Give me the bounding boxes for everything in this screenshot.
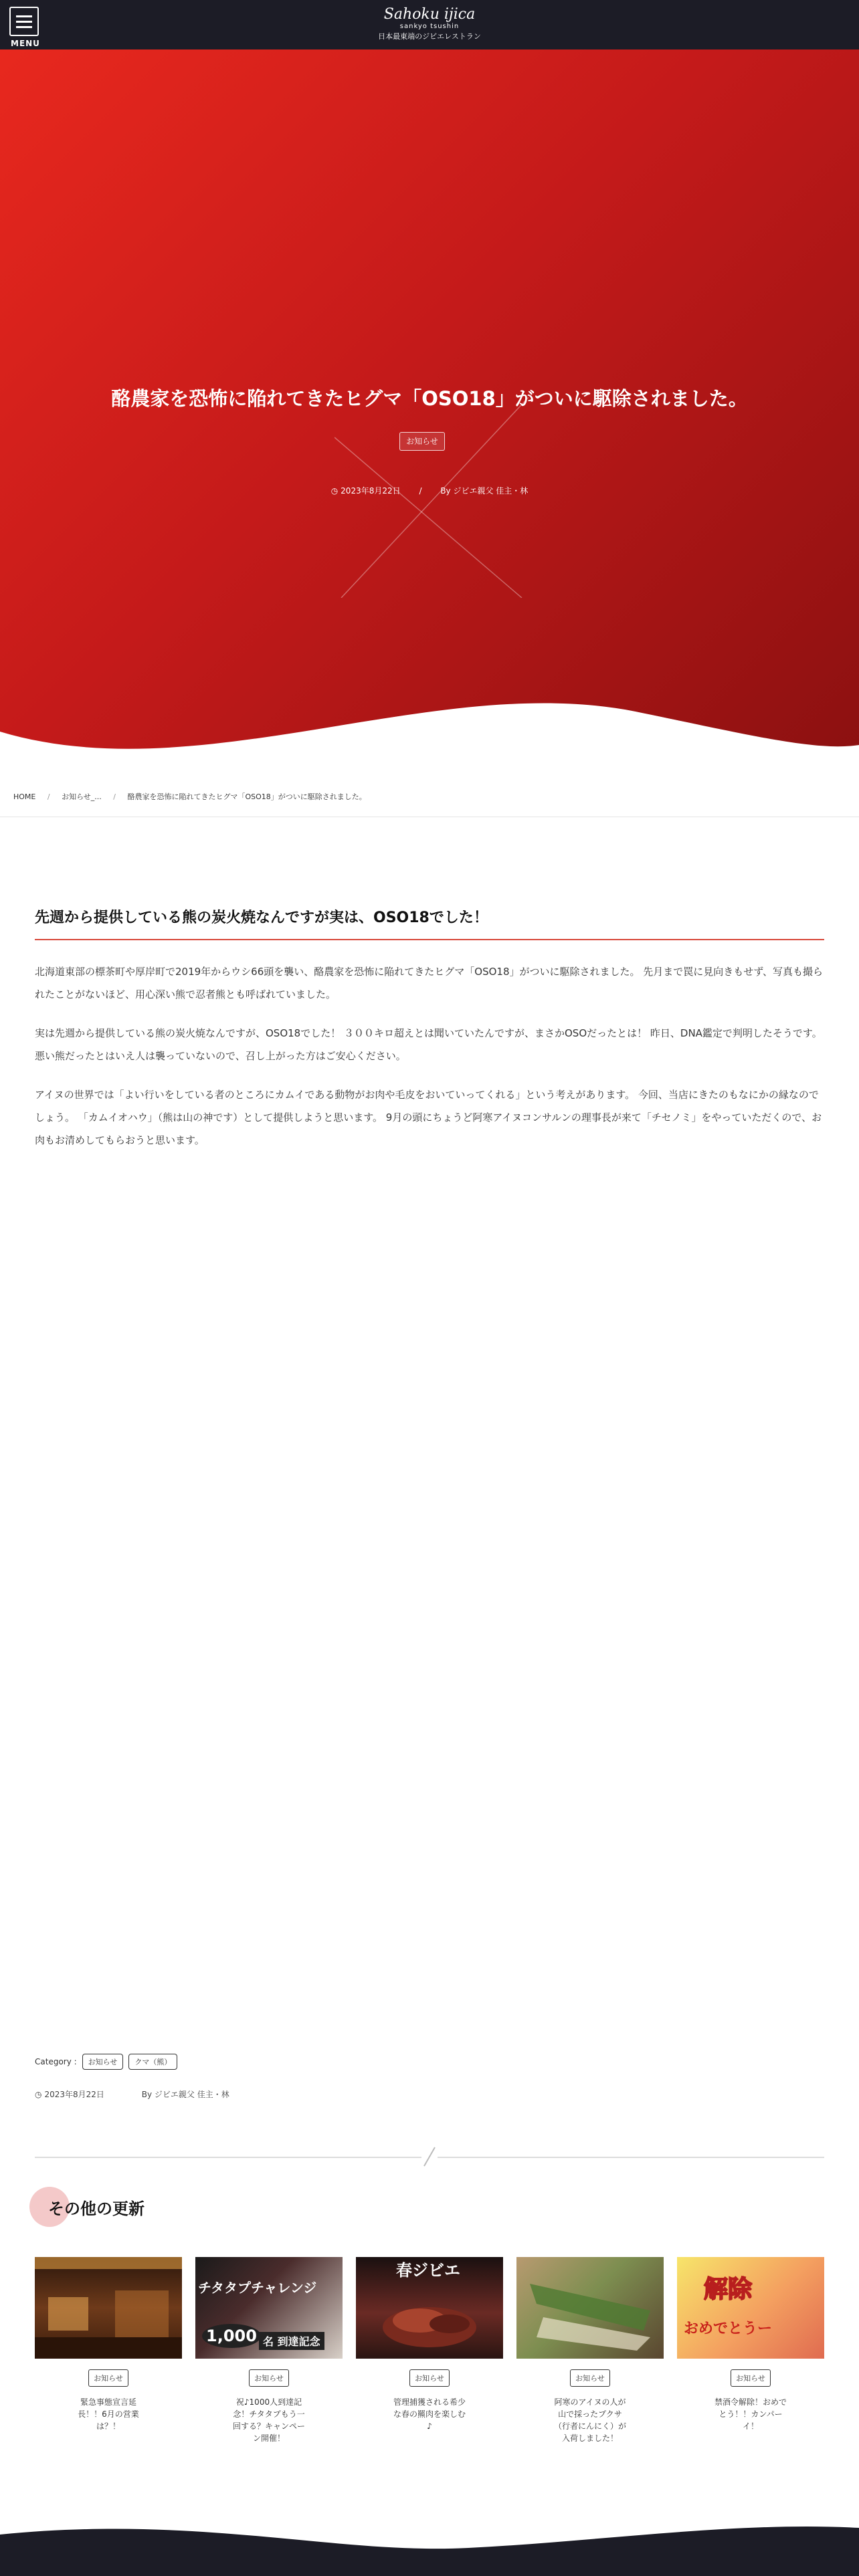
logo-tagline: 日本最東端のジビエレストラン [378, 32, 481, 41]
thumb-caption: おめでとうー [684, 2321, 773, 2337]
hero-wave [0, 49, 859, 785]
card-badge[interactable]: お知らせ [570, 2369, 610, 2387]
thumb-caption: 春ジビエ [396, 2260, 460, 2280]
card-badge[interactable]: お知らせ [409, 2369, 450, 2387]
hero-banner [0, 49, 859, 785]
card-title[interactable]: 緊急事態宣言延長！！6月の営業は？！ [78, 2397, 139, 2431]
card-title[interactable]: 禁酒令解除！おめでとう！！カンパーイ！ [714, 2397, 787, 2431]
footer-wave [0, 2514, 859, 2576]
clock-icon: ◷ [330, 486, 339, 496]
card-badge[interactable]: お知らせ [731, 2369, 771, 2387]
logo-subtitle: sankyo tsushin [399, 23, 460, 30]
hero-author: By ジビエ親父 佳主・林 [440, 486, 529, 496]
category-chip[interactable]: クマ（熊） [128, 2054, 177, 2070]
card-thumbnail[interactable] [195, 2257, 343, 2359]
breadcrumb-category[interactable]: お知らせ_... [62, 792, 102, 801]
divider-slash-icon [421, 2145, 438, 2169]
logo-mark: Sahoku ijica [383, 6, 476, 23]
post-date [35, 2090, 122, 2099]
related-card[interactable] [195, 2257, 343, 2444]
related-card[interactable] [35, 2257, 182, 2444]
site-header [0, 0, 859, 49]
article-paragraph: 実は先週から提供している熊の炭火焼なんですが、OSO18でした！ ３００キロ超えとは聞いていたんですが、まさかOSOだったとは！ 昨日、DNA鑑定で判明したそうです。 悪い熊だったとはいえ人は襲っていないので、召し上がった方はご安心ください。 [35, 1027, 822, 1062]
category-list [35, 2054, 177, 2070]
article-body [35, 906, 824, 1152]
breadcrumb-home[interactable]: HOME [13, 792, 36, 801]
card-thumbnail[interactable] [356, 2257, 503, 2359]
menu-label: MENU [11, 39, 40, 48]
breadcrumb [13, 791, 376, 802]
hero-meta [0, 485, 859, 496]
post-meta [35, 2088, 247, 2100]
category-label: Category : [35, 2057, 77, 2066]
hero-date: 2023年8月22日 [341, 486, 401, 496]
card-thumbnail[interactable] [516, 2257, 664, 2359]
meta-separator: / [419, 486, 422, 496]
hamburger-icon [9, 7, 39, 36]
related-cards [35, 2257, 824, 2444]
hero-category-badge[interactable]: お知らせ [399, 432, 445, 451]
card-thumbnail[interactable] [35, 2257, 182, 2359]
thumb-caption: 解除 [704, 2276, 753, 2303]
related-card[interactable] [677, 2257, 824, 2444]
card-title[interactable]: 阿寒のアイヌの人が山で採ったプクサ（行者にんにく）が入荷しました！ [553, 2397, 626, 2443]
page-title: 酪農家を恐怖に陥れてきたヒグマ「OSO18」がついに駆除されました。 [111, 387, 748, 410]
thumb-caption: 1,000 [202, 2324, 261, 2348]
wild-garlic-image [516, 2257, 664, 2359]
related-card[interactable] [516, 2257, 664, 2444]
category-chip[interactable]: お知らせ [82, 2054, 124, 2070]
post-date-text: 2023年8月22日 [44, 2090, 104, 2099]
thumb-caption: チタタプチャレンジ [198, 2280, 317, 2296]
breadcrumb-separator: / [47, 792, 50, 801]
related-title-text: その他の更新 [48, 2199, 145, 2218]
related-card[interactable] [356, 2257, 503, 2444]
card-thumbnail[interactable] [677, 2257, 824, 2359]
site-logo[interactable] [335, 7, 524, 41]
menu-button[interactable] [9, 7, 40, 48]
restaurant-interior-image [35, 2257, 182, 2359]
breadcrumb-current: 酪農家を恐怖に陥れてきたヒグマ「OSO18」がついに駆除されました。 [127, 792, 367, 801]
related-section-title [35, 2195, 145, 2219]
card-title[interactable]: 管理捕獲される希少な春の羆肉を楽しむ♪ [393, 2397, 466, 2431]
clock-icon: ◷ [35, 2090, 42, 2099]
card-badge[interactable]: お知らせ [249, 2369, 289, 2387]
post-author: By ジビエ親父 佳主・林 [141, 2090, 229, 2099]
article-paragraph: アイヌの世界では「よい行いをしている者のところにカムイである動物がお肉や毛皮をおいていってくれる」という考えがあります。 今回、当店にきたのもなにかの縁なのでしょう。 「カムイオハウ」（熊は山の神です）として提供しようと思います。 9月の頭にちょうど阿寒アイヌコンサルンの理事長が来て「チセノミ」をやっていただくので、お肉もお清めしてもらおうと思います。 [35, 1089, 822, 1146]
meat-dish-image [356, 2257, 503, 2359]
card-badge[interactable]: お知らせ [88, 2369, 128, 2387]
article-heading: 先週から提供している熊の炭火焼なんですが実は、OSO18でした！ [35, 906, 824, 940]
card-title[interactable]: 祝♪1000人到達記念！チタタプもう一回する？キャンペーン開催！ [232, 2397, 305, 2443]
thumb-caption: 名 到達記念 [259, 2332, 324, 2350]
article-paragraph: 北海道東部の標茶町や厚岸町で2019年からウシ66頭を襲い、酪農家を恐怖に陥れてきたヒグマ「OSO18」がついに駆除されました。 先月まで罠に見向きもせず、写真も撮られたことがないほど、用心深い熊で忍者熊とも呼ばれていました。 [35, 966, 824, 1000]
breadcrumb-separator: / [113, 792, 116, 801]
